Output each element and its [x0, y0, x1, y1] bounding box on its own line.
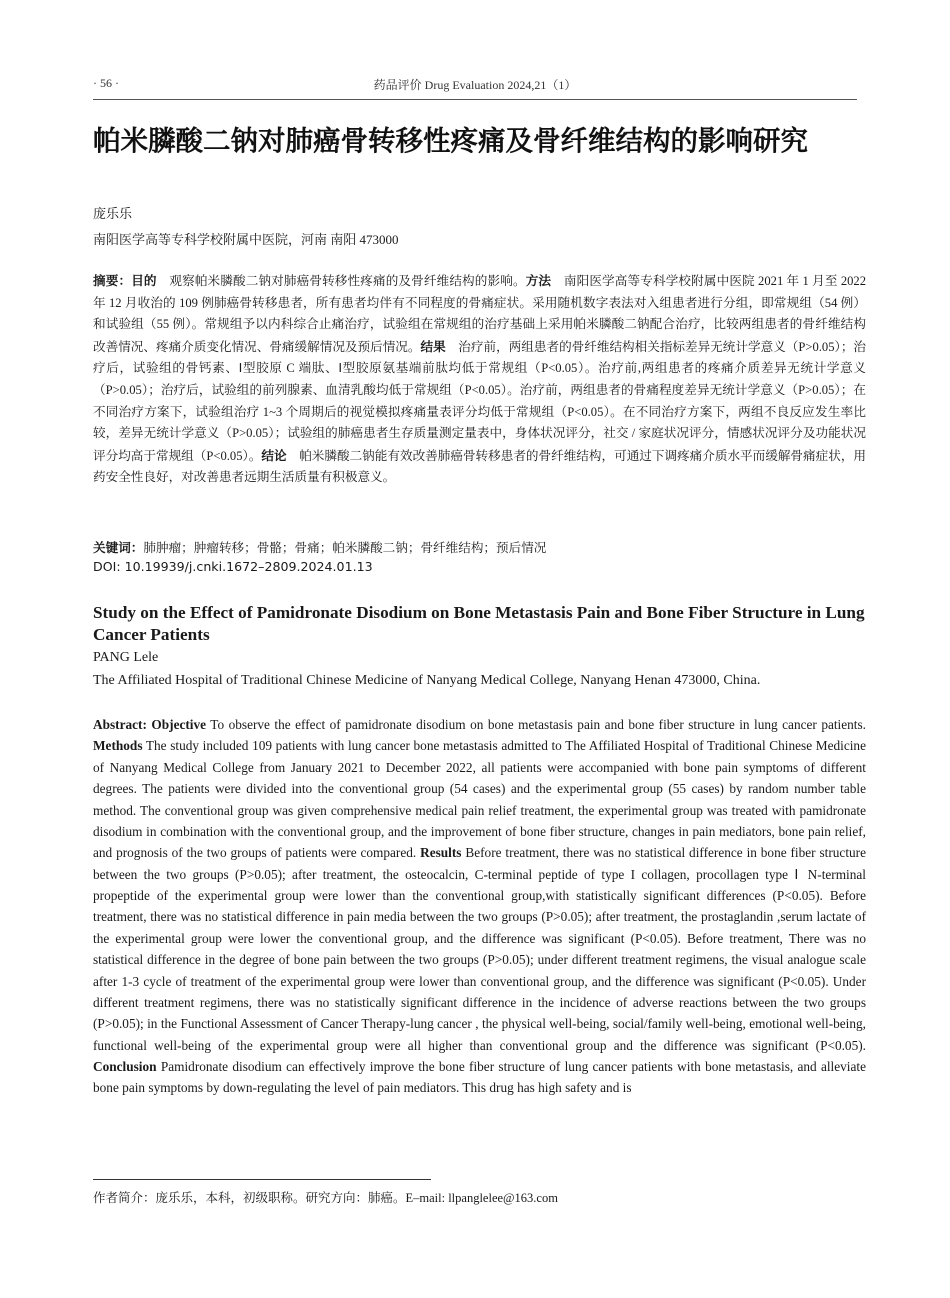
english-abstract [93, 714, 866, 1099]
chinese-keywords [93, 537, 866, 556]
conclusion-label: 结论 [261, 447, 287, 463]
en-methods-label: Methods [93, 738, 143, 754]
en-methods-text: The study included 109 patients with lung cancer bone metastasis admitted to The Affiliated Hospital of Traditional Chinese Medicine of Nanyang Medical College from January 2021 to December 2022, all patients were accompanied with bone pain symptoms of different degrees. The patients were divided into the conventional group (54 cases) and the experimental group (55 cases) by random number table method. The conventional group was given comprehensive medical pain relief treatment, the experimental group was treated with pamidronate disodium in combination with the conventional group, and the improvement of bone fiber structure, changes in pain mediators, bone pain relief, and prognosis of the two groups of patients were compared. [93, 738, 866, 861]
objective-label: 目的 [131, 273, 157, 288]
author-footnote: 作者简介：庞乐乐，本科，初级职称。研究方向：肺癌。E–mail: llpanglelee@163.com [93, 1191, 558, 1205]
en-objective-label: Objective [151, 717, 207, 732]
abstract-label: 摘要： [93, 273, 132, 288]
en-results-label: Results [420, 845, 462, 861]
header-rule [93, 99, 857, 100]
en-objective-text: To observe the effect of pamidronate disodium on bone metastasis pain and bone fiber structure in lung cancer patients. [206, 717, 866, 732]
page-number: · 56 · [93, 76, 119, 90]
en-conclusion-text: Pamidronate disodium can effectively improve the bone fiber structure of lung cancer patients with bone metastasis, and alleviate bone pain symptoms by down-regulating the level of pain mediators. This drug has high safety and is [93, 1059, 866, 1096]
chinese-author: 庞乐乐 [93, 206, 133, 221]
keywords-text: 肺肿瘤；肿瘤转移；骨骼；骨痛；帕米膦酸二钠；骨纤维结构；预后情况 [143, 541, 547, 555]
chinese-affiliation: 南阳医学高等专科学校附属中医院，河南 南阳 473000 [93, 232, 399, 247]
english-affiliation: The Affiliated Hospital of Traditional Chinese Medicine of Nanyang Medical College, Nanyang Henan 473000, China. [93, 673, 761, 688]
journal-citation: 药品评价 Drug Evaluation 2024,21（1） [373, 78, 577, 92]
doi: DOI: 10.19939/j.cnki.1672–2809.2024.01.13 [93, 559, 373, 574]
methods-label: 方法 [525, 273, 552, 288]
en-results-text: Before treatment, there was no statistical difference in bone fiber structure between the two groups (P>0.05); after treatment, the osteocalcin, C-terminal peptide of type I collagen, procollagen type Ⅰ N-terminal propeptide of the experimental group were lower than the conventional group,with statistically significant differences (P<0.05). Before treatment, there was no statistical difference in pain media between the two groups (P>0.05); after treatment, the prostaglandin ,serum lactate of the experimental group were lower the conventional group, and the difference was significant (P<0.05). Before treatment, There was no statistical difference in the degree of bone pain between the two groups (P>0.05); under different treatment regimens, the visual analogue scale after 1-3 cycle of treatment of the experimental group were lower than conventional group, and the difference was significant (P<0.05). Under different treatment regimens, there was no statistically significant difference in the incidence of adverse reactions between the two groups (P>0.05); in the Functional Assessment of Cancer Therapy-lung cancer , the physical well-being, social/family well-being, emotional well-being, functional well-being of the experimental group were all higher than conventional group and the difference was significant (P<0.05). [93, 845, 866, 1053]
footnote-rule [93, 1179, 431, 1180]
keywords-label: 关键词： [93, 540, 144, 555]
chinese-title: 帕米膦酸二钠对肺癌骨转移性疼痛及骨纤维结构的影响研究 [93, 125, 808, 157]
results-label: 结果 [420, 338, 446, 354]
conclusion-text: 帕米膦酸二钠能有效改善肺癌骨转移患者的骨纤维结构，可通过下调疼痛介质水平而缓解骨痛症状，用药安全性良好，对改善患者远期生活质量有积极意义。 [93, 448, 867, 485]
methods-text: 南阳医学高等专科学校附属中医院 2021 年 1 月至 2022 年 12 月收治的 109 例肺癌骨转移患者，所有患者均伴有不同程度的骨痛症状。采用随机数字表法对入组患者进行分组，即常规组（54 例）和试验组（55 例）。常规组予以内科综合止痛治疗，试验组在常规组的治疗基础上采用帕米膦酸二钠配合治疗，比较两组患者的骨纤维结构改善情况、疼痛介质变化情况、骨痛缓解情况及预后情况。 [93, 274, 867, 354]
en-conclusion-label: Conclusion [93, 1059, 157, 1074]
english-title: Study on the Effect of Pamidronate Disodium on Bone Metastasis Pain and Bone Fiber Structure in Lung Cancer Patients [93, 603, 865, 644]
en-abstract-label: Abstract: [93, 717, 147, 732]
chinese-abstract [93, 270, 866, 489]
running-header [93, 76, 857, 96]
english-author: PANG Lele [93, 650, 159, 665]
objective-text: 观察帕米膦酸二钠对肺癌骨转移性疼痛的及骨纤维结构的影响。 [156, 274, 526, 288]
results-text: 治疗前，两组患者的骨纤维结构相关指标差异无统计学意义（P>0.05）；治疗后，试验组的骨钙素、Ⅰ型胶原 C 端肽、Ⅰ型胶原氨基端前肽均低于常规组（P<0.05）。治疗前,两组患者的疼痛介质差异无统计学意义（P>0.05）；治疗后，试验组的前列腺素、血清乳酸均低于常规组（P<0.05）。治疗前，两组患者的骨痛程度差异无统计学意义（P>0.05）；在不同治疗方案下，试验组治疗 1~3 个周期后的视觉模拟疼痛量表评分均低于常规组（P<0.05）。在不同治疗方案下，两组不良反应发生率比较，差异无统计学意义（P>0.05）；试验组的肺癌患者生存质量测定量表中，身体状况评分，社交 / 家庭状况评分，情感状况评分及功能状况评分均高于常规组（P<0.05）。 [93, 339, 867, 463]
